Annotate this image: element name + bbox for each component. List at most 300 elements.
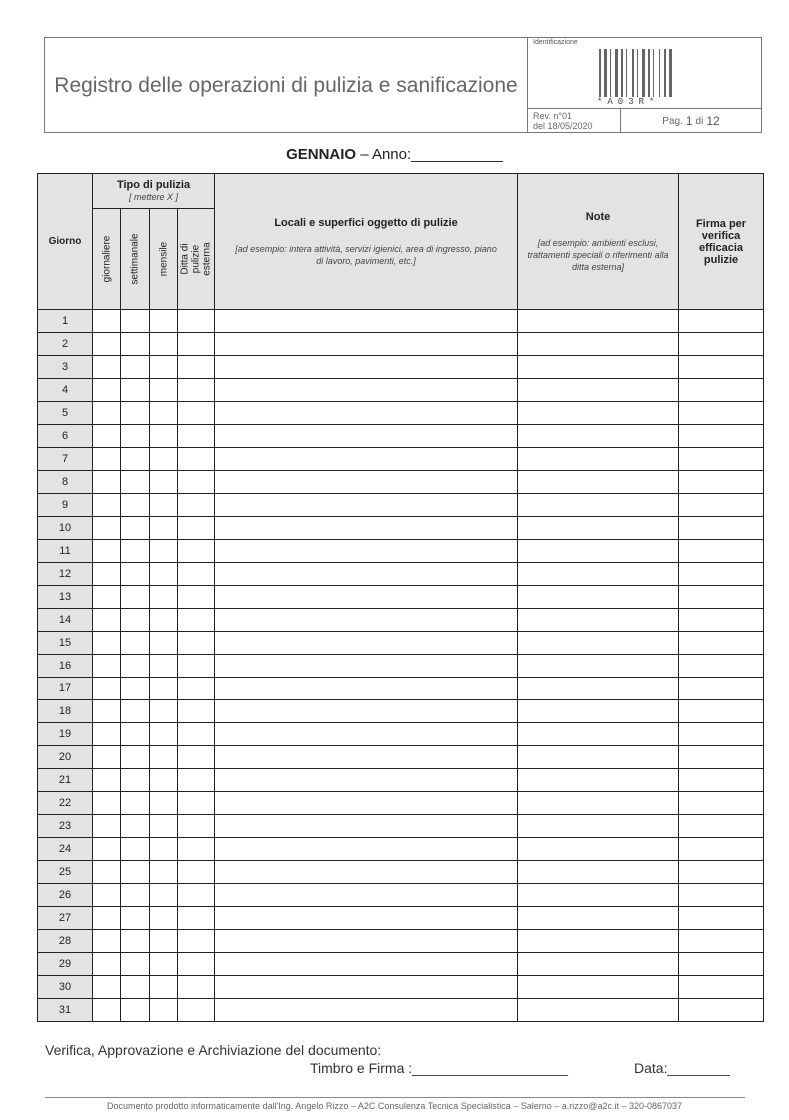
cell-ditta[interactable] xyxy=(178,424,215,447)
cell-locali[interactable] xyxy=(215,654,518,677)
table-row xyxy=(38,562,764,585)
cell-firma[interactable] xyxy=(679,838,764,861)
cell-note[interactable] xyxy=(518,907,679,930)
table-row xyxy=(38,447,764,470)
cell-giornaliere[interactable] xyxy=(93,401,121,424)
table-row xyxy=(38,355,764,378)
cell-giornaliere[interactable] xyxy=(93,723,121,746)
stamp-signature-field[interactable]: Timbro e Firma :____________________ xyxy=(310,1060,568,1076)
cell-mensile[interactable] xyxy=(150,424,178,447)
cell-ditta[interactable] xyxy=(178,631,215,654)
cell-settimanale[interactable] xyxy=(121,493,150,516)
cell-giornaliere[interactable] xyxy=(93,746,121,769)
cell-settimanale[interactable] xyxy=(121,562,150,585)
barcode-text: *A03R* xyxy=(597,97,660,107)
table-row xyxy=(38,838,764,861)
cell-firma[interactable] xyxy=(679,516,764,539)
header-note: Note [ad esempio: ambienti esclusi, trattamenti speciali o riferimenti alla ditta esterna] xyxy=(518,174,679,310)
day-number: 30 xyxy=(38,976,93,999)
cell-note[interactable] xyxy=(518,815,679,838)
day-number: 23 xyxy=(38,815,93,838)
cell-mensile[interactable] xyxy=(150,976,178,999)
cell-firma[interactable] xyxy=(679,378,764,401)
cell-giornaliere[interactable] xyxy=(93,470,121,493)
cell-ditta[interactable] xyxy=(178,539,215,562)
cell-settimanale[interactable] xyxy=(121,884,150,907)
day-number: 18 xyxy=(38,700,93,723)
cell-mensile[interactable] xyxy=(150,838,178,861)
cell-locali[interactable] xyxy=(215,631,518,654)
cell-note[interactable] xyxy=(518,355,679,378)
cell-ditta[interactable] xyxy=(178,332,215,355)
cell-mensile[interactable] xyxy=(150,861,178,884)
cell-firma[interactable] xyxy=(679,861,764,884)
cell-settimanale[interactable] xyxy=(121,608,150,631)
table-row xyxy=(38,976,764,999)
page-total: 12 xyxy=(706,114,720,128)
cell-mensile[interactable] xyxy=(150,332,178,355)
cell-mensile[interactable] xyxy=(150,562,178,585)
cell-firma[interactable] xyxy=(679,539,764,562)
revision-number: Rev. n°01 xyxy=(533,111,572,121)
cell-note[interactable] xyxy=(518,677,679,700)
table-row xyxy=(38,654,764,677)
cell-giornaliere[interactable] xyxy=(93,976,121,999)
cell-firma[interactable] xyxy=(679,700,764,723)
cell-giornaliere[interactable] xyxy=(93,861,121,884)
cell-firma[interactable] xyxy=(679,999,764,1022)
cell-firma[interactable] xyxy=(679,746,764,769)
cell-locali[interactable] xyxy=(215,723,518,746)
cell-firma[interactable] xyxy=(679,470,764,493)
page-label: Pag. xyxy=(662,115,683,127)
cell-locali[interactable] xyxy=(215,792,518,815)
table-row xyxy=(38,815,764,838)
table-row xyxy=(38,792,764,815)
cell-firma[interactable] xyxy=(679,401,764,424)
cell-giornaliere[interactable] xyxy=(93,631,121,654)
cell-ditta[interactable] xyxy=(178,310,215,333)
cell-ditta[interactable] xyxy=(178,378,215,401)
cell-mensile[interactable] xyxy=(150,999,178,1022)
cell-giornaliere[interactable] xyxy=(93,608,121,631)
cell-locali[interactable] xyxy=(215,447,518,470)
cell-note[interactable] xyxy=(518,792,679,815)
cell-mensile[interactable] xyxy=(150,907,178,930)
table-row xyxy=(38,861,764,884)
cell-ditta[interactable] xyxy=(178,654,215,677)
header-settimanale: settimanale xyxy=(121,209,150,310)
day-number: 11 xyxy=(38,539,93,562)
cell-settimanale[interactable] xyxy=(121,700,150,723)
cell-note[interactable] xyxy=(518,401,679,424)
month-name: GENNAIO xyxy=(286,146,357,163)
cell-mensile[interactable] xyxy=(150,930,178,953)
cell-note[interactable] xyxy=(518,310,679,333)
table-row xyxy=(38,631,764,654)
cell-mensile[interactable] xyxy=(150,700,178,723)
cell-settimanale[interactable] xyxy=(121,999,150,1022)
cell-ditta[interactable] xyxy=(178,562,215,585)
cell-giornaliere[interactable] xyxy=(93,884,121,907)
cell-settimanale[interactable] xyxy=(121,907,150,930)
cell-settimanale[interactable] xyxy=(121,746,150,769)
cell-note[interactable] xyxy=(518,608,679,631)
cell-note[interactable] xyxy=(518,470,679,493)
revision-box xyxy=(527,109,621,133)
cell-ditta[interactable] xyxy=(178,930,215,953)
cell-note[interactable] xyxy=(518,884,679,907)
cell-mensile[interactable] xyxy=(150,746,178,769)
table-row xyxy=(38,907,764,930)
table-row xyxy=(38,608,764,631)
cell-mensile[interactable] xyxy=(150,677,178,700)
cell-giornaliere[interactable] xyxy=(93,700,121,723)
cell-note[interactable] xyxy=(518,723,679,746)
day-number: 27 xyxy=(38,907,93,930)
day-number: 9 xyxy=(38,493,93,516)
cell-firma[interactable] xyxy=(679,608,764,631)
cell-giornaliere[interactable] xyxy=(93,562,121,585)
cell-settimanale[interactable] xyxy=(121,401,150,424)
cell-settimanale[interactable] xyxy=(121,861,150,884)
cell-ditta[interactable] xyxy=(178,861,215,884)
cell-settimanale[interactable] xyxy=(121,723,150,746)
day-number: 25 xyxy=(38,861,93,884)
table-row xyxy=(38,677,764,700)
cell-locali[interactable] xyxy=(215,585,518,608)
cell-firma[interactable] xyxy=(679,424,764,447)
cell-settimanale[interactable] xyxy=(121,815,150,838)
day-number: 13 xyxy=(38,585,93,608)
day-number: 1 xyxy=(38,310,93,333)
cell-note[interactable] xyxy=(518,654,679,677)
cell-mensile[interactable] xyxy=(150,378,178,401)
cell-ditta[interactable] xyxy=(178,401,215,424)
cell-ditta[interactable] xyxy=(178,976,215,999)
cell-ditta[interactable] xyxy=(178,700,215,723)
cell-settimanale[interactable] xyxy=(121,447,150,470)
cell-settimanale[interactable] xyxy=(121,769,150,792)
cell-locali[interactable] xyxy=(215,539,518,562)
day-number: 24 xyxy=(38,838,93,861)
cell-giornaliere[interactable] xyxy=(93,516,121,539)
day-number: 2 xyxy=(38,332,93,355)
day-number: 31 xyxy=(38,999,93,1022)
cell-ditta[interactable] xyxy=(178,792,215,815)
day-number: 19 xyxy=(38,723,93,746)
cell-locali[interactable] xyxy=(215,424,518,447)
cell-firma[interactable] xyxy=(679,332,764,355)
cell-note[interactable] xyxy=(518,562,679,585)
cell-locali[interactable] xyxy=(215,493,518,516)
table-row xyxy=(38,539,764,562)
cell-locali[interactable] xyxy=(215,930,518,953)
table-row xyxy=(38,332,764,355)
cell-firma[interactable] xyxy=(679,677,764,700)
header-tipo: Tipo di pulizia [ mettere X ] xyxy=(93,174,215,209)
cell-locali[interactable] xyxy=(215,976,518,999)
cell-locali[interactable] xyxy=(215,999,518,1022)
cell-locali[interactable] xyxy=(215,769,518,792)
cell-mensile[interactable] xyxy=(150,470,178,493)
cell-mensile[interactable] xyxy=(150,401,178,424)
cell-mensile[interactable] xyxy=(150,769,178,792)
cell-locali[interactable] xyxy=(215,470,518,493)
cell-ditta[interactable] xyxy=(178,907,215,930)
cell-giornaliere[interactable] xyxy=(93,907,121,930)
cell-firma[interactable] xyxy=(679,976,764,999)
cell-firma[interactable] xyxy=(679,815,764,838)
cell-settimanale[interactable] xyxy=(121,378,150,401)
cell-ditta[interactable] xyxy=(178,815,215,838)
cell-ditta[interactable] xyxy=(178,470,215,493)
cell-mensile[interactable] xyxy=(150,447,178,470)
cell-ditta[interactable] xyxy=(178,608,215,631)
cell-firma[interactable] xyxy=(679,884,764,907)
cell-firma[interactable] xyxy=(679,930,764,953)
table-row xyxy=(38,769,764,792)
cell-locali[interactable] xyxy=(215,401,518,424)
cell-settimanale[interactable] xyxy=(121,310,150,333)
cell-note[interactable] xyxy=(518,516,679,539)
cell-giornaliere[interactable] xyxy=(93,447,121,470)
cell-mensile[interactable] xyxy=(150,585,178,608)
cell-note[interactable] xyxy=(518,631,679,654)
cell-firma[interactable] xyxy=(679,654,764,677)
cell-mensile[interactable] xyxy=(150,654,178,677)
footer-divider xyxy=(45,1097,745,1098)
table-row xyxy=(38,585,764,608)
cell-firma[interactable] xyxy=(679,493,764,516)
day-number: 16 xyxy=(38,654,93,677)
day-number: 29 xyxy=(38,953,93,976)
cell-giornaliere[interactable] xyxy=(93,355,121,378)
cell-giornaliere[interactable] xyxy=(93,677,121,700)
cell-giornaliere[interactable] xyxy=(93,930,121,953)
cell-mensile[interactable] xyxy=(150,310,178,333)
cell-giornaliere[interactable] xyxy=(93,378,121,401)
cell-ditta[interactable] xyxy=(178,884,215,907)
day-number: 20 xyxy=(38,746,93,769)
cell-locali[interactable] xyxy=(215,355,518,378)
cell-giornaliere[interactable] xyxy=(93,654,121,677)
cell-firma[interactable] xyxy=(679,310,764,333)
cell-mensile[interactable] xyxy=(150,953,178,976)
cell-firma[interactable] xyxy=(679,631,764,654)
cell-ditta[interactable] xyxy=(178,493,215,516)
header-mensile: mensile xyxy=(150,209,178,310)
cell-locali[interactable] xyxy=(215,562,518,585)
cell-settimanale[interactable] xyxy=(121,332,150,355)
day-number: 14 xyxy=(38,608,93,631)
cell-firma[interactable] xyxy=(679,723,764,746)
table-row xyxy=(38,424,764,447)
cell-firma[interactable] xyxy=(679,447,764,470)
cell-settimanale[interactable] xyxy=(121,516,150,539)
cell-ditta[interactable] xyxy=(178,447,215,470)
cell-locali[interactable] xyxy=(215,378,518,401)
table-row xyxy=(38,953,764,976)
day-number: 21 xyxy=(38,769,93,792)
cell-locali[interactable] xyxy=(215,700,518,723)
header-box xyxy=(44,37,762,133)
cell-ditta[interactable] xyxy=(178,999,215,1022)
date-field[interactable]: Data:________ xyxy=(634,1060,730,1076)
cell-giornaliere[interactable] xyxy=(93,769,121,792)
cell-mensile[interactable] xyxy=(150,493,178,516)
table-row xyxy=(38,401,764,424)
table-row xyxy=(38,930,764,953)
cell-note[interactable] xyxy=(518,769,679,792)
table-row xyxy=(38,723,764,746)
table-row xyxy=(38,470,764,493)
cell-settimanale[interactable] xyxy=(121,930,150,953)
page-of: di xyxy=(695,115,704,127)
cell-note[interactable] xyxy=(518,539,679,562)
day-number: 26 xyxy=(38,884,93,907)
day-number: 15 xyxy=(38,631,93,654)
cell-giornaliere[interactable] xyxy=(93,424,121,447)
cell-note[interactable] xyxy=(518,930,679,953)
cell-giornaliere[interactable] xyxy=(93,310,121,333)
cell-mensile[interactable] xyxy=(150,631,178,654)
cell-locali[interactable] xyxy=(215,746,518,769)
cell-ditta[interactable] xyxy=(178,585,215,608)
cell-settimanale[interactable] xyxy=(121,838,150,861)
cell-note[interactable] xyxy=(518,447,679,470)
month-line xyxy=(0,146,789,163)
identification-box xyxy=(527,38,761,109)
cell-note[interactable] xyxy=(518,861,679,884)
year-field[interactable]: – Anno:___________ xyxy=(360,146,503,163)
cell-note[interactable] xyxy=(518,424,679,447)
cell-settimanale[interactable] xyxy=(121,654,150,677)
day-number: 22 xyxy=(38,792,93,815)
cell-giornaliere[interactable] xyxy=(93,585,121,608)
page-current: 1 xyxy=(685,114,693,128)
cell-firma[interactable] xyxy=(679,562,764,585)
cell-firma[interactable] xyxy=(679,355,764,378)
cell-firma[interactable] xyxy=(679,585,764,608)
table-row xyxy=(38,746,764,769)
cell-firma[interactable] xyxy=(679,953,764,976)
cell-settimanale[interactable] xyxy=(121,792,150,815)
cell-mensile[interactable] xyxy=(150,539,178,562)
day-number: 17 xyxy=(38,677,93,700)
cell-mensile[interactable] xyxy=(150,884,178,907)
cell-ditta[interactable] xyxy=(178,746,215,769)
cell-locali[interactable] xyxy=(215,677,518,700)
cell-settimanale[interactable] xyxy=(121,953,150,976)
header-firma: Firma per verifica efficacia pulizie xyxy=(679,174,764,310)
day-number: 8 xyxy=(38,470,93,493)
cell-locali[interactable] xyxy=(215,608,518,631)
cell-giornaliere[interactable] xyxy=(93,953,121,976)
cell-note[interactable] xyxy=(518,953,679,976)
identification-label: Identificazione xyxy=(533,39,578,46)
header-giornaliere: giornaliere xyxy=(93,209,121,310)
table-row xyxy=(38,516,764,539)
cell-giornaliere[interactable] xyxy=(93,838,121,861)
cell-settimanale[interactable] xyxy=(121,355,150,378)
cell-settimanale[interactable] xyxy=(121,976,150,999)
barcode-icon xyxy=(599,49,694,97)
cell-settimanale[interactable] xyxy=(121,677,150,700)
cell-note[interactable] xyxy=(518,493,679,516)
cell-ditta[interactable] xyxy=(178,723,215,746)
cell-note[interactable] xyxy=(518,585,679,608)
cell-note[interactable] xyxy=(518,746,679,769)
cell-note[interactable] xyxy=(518,999,679,1022)
cell-giornaliere[interactable] xyxy=(93,815,121,838)
day-number: 3 xyxy=(38,355,93,378)
cell-note[interactable] xyxy=(518,976,679,999)
cell-locali[interactable] xyxy=(215,953,518,976)
cell-giornaliere[interactable] xyxy=(93,493,121,516)
cell-locali[interactable] xyxy=(215,815,518,838)
cell-firma[interactable] xyxy=(679,769,764,792)
day-number: 5 xyxy=(38,401,93,424)
cell-note[interactable] xyxy=(518,332,679,355)
cell-ditta[interactable] xyxy=(178,769,215,792)
credits: Documento prodotto informaticamente dall'Ing. Angelo Rizzo – A2C Consulenza Tecnica Specialistica – Salerno – a.rizzo@a2c.it – 320-0867037 xyxy=(106,1101,683,1111)
cell-mensile[interactable] xyxy=(150,723,178,746)
cell-note[interactable] xyxy=(518,838,679,861)
cell-mensile[interactable] xyxy=(150,792,178,815)
cell-locali[interactable] xyxy=(215,332,518,355)
table-row xyxy=(38,700,764,723)
cell-settimanale[interactable] xyxy=(121,470,150,493)
cell-locali[interactable] xyxy=(215,838,518,861)
cell-giornaliere[interactable] xyxy=(93,539,121,562)
cell-note[interactable] xyxy=(518,378,679,401)
cell-ditta[interactable] xyxy=(178,516,215,539)
cell-mensile[interactable] xyxy=(150,815,178,838)
table-row xyxy=(38,884,764,907)
header-locali: Locali e superfici oggetto di pulizie [ad esempio: intera attività, servizi igienici, area di ingresso, piano di lavoro, pavimenti, etc.] xyxy=(215,174,518,310)
cell-locali[interactable] xyxy=(215,310,518,333)
cell-mensile[interactable] xyxy=(150,516,178,539)
cell-ditta[interactable] xyxy=(178,355,215,378)
cell-firma[interactable] xyxy=(679,792,764,815)
cell-locali[interactable] xyxy=(215,884,518,907)
cell-ditta[interactable] xyxy=(178,677,215,700)
cell-mensile[interactable] xyxy=(150,355,178,378)
cell-note[interactable] xyxy=(518,700,679,723)
header-giorno: Giorno xyxy=(38,174,93,310)
cell-locali[interactable] xyxy=(215,861,518,884)
cell-settimanale[interactable] xyxy=(121,424,150,447)
cell-firma[interactable] xyxy=(679,907,764,930)
cell-giornaliere[interactable] xyxy=(93,792,121,815)
cell-settimanale[interactable] xyxy=(121,631,150,654)
cell-settimanale[interactable] xyxy=(121,539,150,562)
cell-ditta[interactable] xyxy=(178,838,215,861)
day-number: 6 xyxy=(38,424,93,447)
cell-locali[interactable] xyxy=(215,516,518,539)
cell-ditta[interactable] xyxy=(178,953,215,976)
day-number: 7 xyxy=(38,447,93,470)
revision-date: del 18/05/2020 xyxy=(533,121,593,131)
day-number: 12 xyxy=(38,562,93,585)
cell-locali[interactable] xyxy=(215,907,518,930)
cell-giornaliere[interactable] xyxy=(93,999,121,1022)
cell-settimanale[interactable] xyxy=(121,585,150,608)
cell-mensile[interactable] xyxy=(150,608,178,631)
cell-giornaliere[interactable] xyxy=(93,332,121,355)
table-row xyxy=(38,378,764,401)
